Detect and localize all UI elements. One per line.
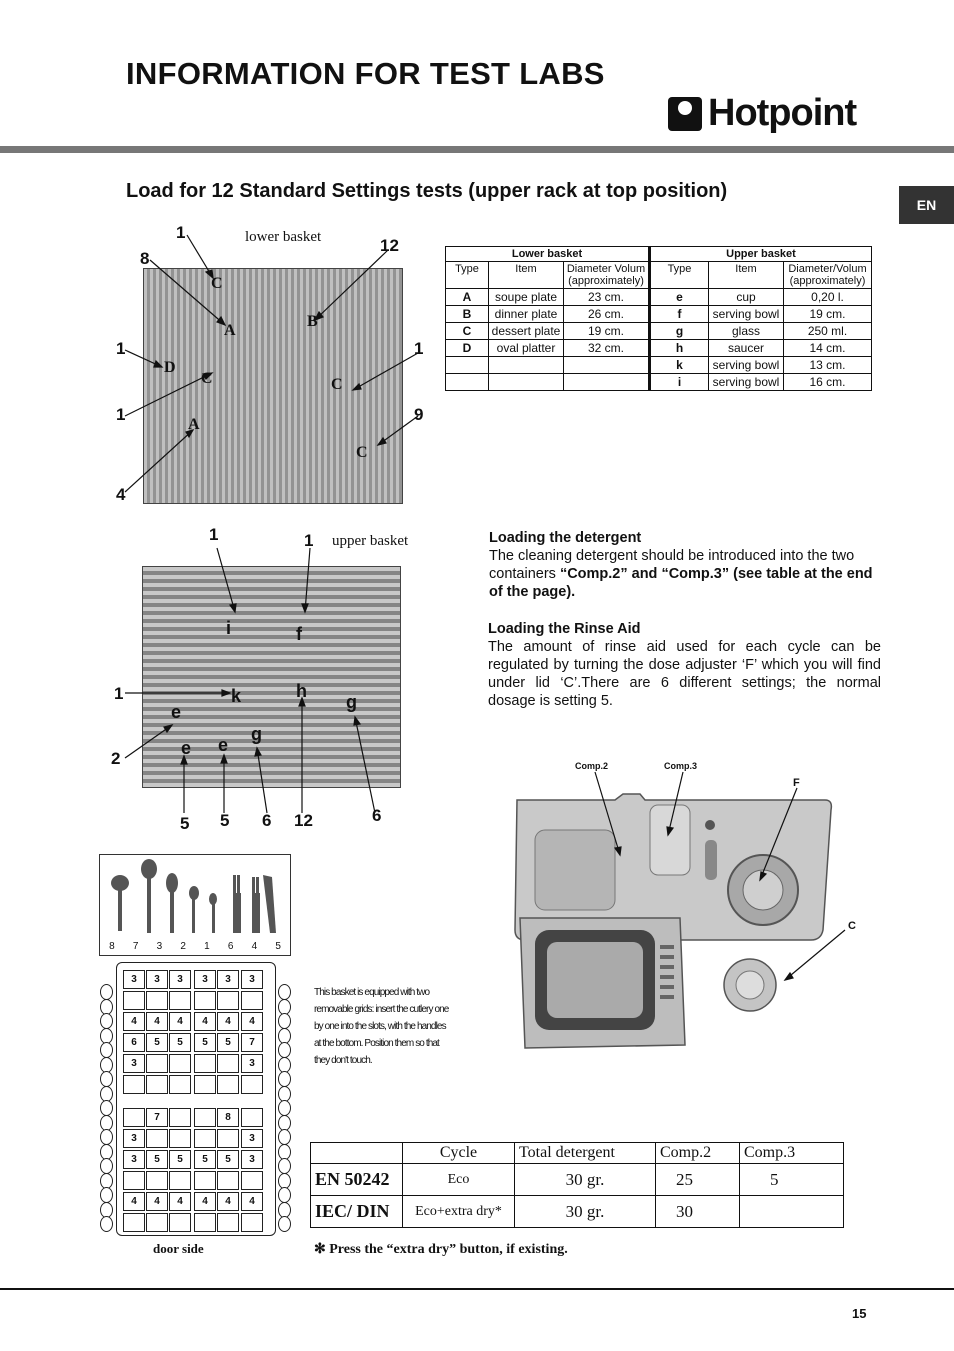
basket-slot <box>169 1075 191 1094</box>
table-cell: f <box>650 306 709 323</box>
comp3-label: Comp.3 <box>664 761 698 771</box>
basket-slot <box>169 1108 191 1127</box>
upper-photo-letter-g1: g <box>346 692 357 712</box>
section-title: Load for 12 Standard Settings tests (upper rack at top position) <box>126 180 728 202</box>
load-table-group-lower: Lower basket <box>446 247 650 262</box>
load-table-header-item-2: Item <box>709 262 784 289</box>
upper-top-number-1: 1 <box>209 525 219 544</box>
basket-slot: 4 <box>194 1012 216 1031</box>
basket-side-ring <box>100 1100 113 1116</box>
basket-side-ring <box>100 1013 113 1029</box>
table-row <box>446 306 872 323</box>
upper-bottom-number-4: 12 <box>294 811 313 830</box>
lower-basket-arrows <box>100 220 430 510</box>
basket-slot: 4 <box>146 1012 168 1031</box>
basket-slot <box>146 1213 168 1232</box>
basket-slot: 3 <box>146 970 168 989</box>
basket-slot <box>217 1171 239 1190</box>
table-cell: e <box>650 289 709 306</box>
upper-photo-letter-e2: e <box>181 738 192 758</box>
cutlery-number: 3 <box>156 941 163 952</box>
basket-slot <box>169 1129 191 1148</box>
cutlery-number: 5 <box>275 941 281 952</box>
basket-slot <box>241 1075 263 1094</box>
upper-photo-letter-e3: e <box>218 735 229 755</box>
basket-slot: 8 <box>217 1108 239 1127</box>
table-cell: Eco <box>403 1164 515 1196</box>
basket-side-ring <box>278 1216 291 1232</box>
load-table-group-upper: Upper basket <box>650 247 872 262</box>
basket-slot: 4 <box>194 1192 216 1211</box>
lower-top-number-1: 1 <box>176 223 186 242</box>
table-cell <box>564 374 650 391</box>
lower-photo-letter-c1: C <box>211 275 223 292</box>
brand-logo <box>668 92 856 135</box>
table-row <box>446 323 872 340</box>
table-cell: 19 cm. <box>564 323 650 340</box>
table-cell: Eco+extra dry* <box>403 1196 515 1228</box>
dispenser-illustration <box>505 770 850 1060</box>
load-table-header-item: Item <box>489 262 564 289</box>
basket-slot: 3 <box>169 970 191 989</box>
basket-slot: 5 <box>194 1033 216 1052</box>
lower-left-number-2: 1 <box>116 339 126 358</box>
lower-top-number-2: 12 <box>380 236 399 255</box>
detergent-section <box>489 529 879 601</box>
lower-basket-caption: lower basket <box>245 229 322 245</box>
basket-note: This basket is equipped with two removable grids: insert the cutlery one by one into the slots, with the handles at the bottom. Position them so that they don't touch. <box>314 987 449 1066</box>
basket-slot: 4 <box>123 1192 145 1211</box>
basket-slot <box>146 1054 168 1073</box>
table-cell <box>740 1196 844 1228</box>
basket-slot <box>146 1129 168 1148</box>
table-cell: serving bowl <box>709 374 784 391</box>
comp2-label: Comp.2 <box>575 761 609 771</box>
basket-slot <box>194 1129 216 1148</box>
table-cell: soupe plate <box>489 289 564 306</box>
basket-slot: 4 <box>169 1192 191 1211</box>
basket-side-ring <box>100 1158 113 1174</box>
cutlery-number: 1 <box>204 941 210 952</box>
basket-slot: 5 <box>146 1150 168 1169</box>
footnote: ✻ Press the “extra dry” button, if existing. <box>314 1242 568 1257</box>
upper-photo-letter-i: i <box>226 618 232 638</box>
basket-slot <box>241 1213 263 1232</box>
table-cell: dessert plate <box>489 323 564 340</box>
table-cell: C <box>446 323 489 340</box>
table-cell: 32 cm. <box>564 340 650 357</box>
basket-slot <box>146 1075 168 1094</box>
basket-side-ring <box>100 1129 113 1145</box>
basket-slot <box>241 991 263 1010</box>
upper-left-number-1: 1 <box>114 684 124 703</box>
lower-right-number-2: 9 <box>414 405 424 424</box>
basket-slot: 7 <box>241 1033 263 1052</box>
table-cell: D <box>446 340 489 357</box>
table-cell: serving bowl <box>709 306 784 323</box>
basket-slot: 6 <box>123 1033 145 1052</box>
table-cell: 25 <box>656 1164 740 1196</box>
table-cell <box>489 357 564 374</box>
cutlery-number: 8 <box>109 941 115 952</box>
basket-slot <box>169 1054 191 1073</box>
basket-slot: 5 <box>169 1033 191 1052</box>
load-table <box>445 246 872 391</box>
basket-side-ring <box>100 1216 113 1232</box>
basket-slot <box>217 1129 239 1148</box>
detergent-title: Loading the detergent <box>489 530 642 546</box>
basket-slot: 4 <box>217 1012 239 1031</box>
upper-bottom-number-2: 5 <box>220 811 230 830</box>
lower-photo-letter-c3: C <box>331 376 343 393</box>
basket-slot <box>169 1213 191 1232</box>
basket-slot: 3 <box>123 1054 145 1073</box>
rinse-aid-title: Loading the Rinse Aid <box>488 621 641 637</box>
cutlery-number: 7 <box>132 941 139 952</box>
lower-photo-letter-a1: A <box>224 322 236 339</box>
basket-side-ring <box>100 1071 113 1087</box>
basket-slot: 3 <box>241 1150 263 1169</box>
basket-side-ring <box>100 984 113 1000</box>
table-cell: B <box>446 306 489 323</box>
basket-side-ring <box>100 1187 113 1203</box>
cutlery-legend <box>99 854 291 956</box>
upper-photo-letter-k: k <box>231 686 242 706</box>
basket-slot <box>241 1108 263 1127</box>
load-table-header-type: Type <box>446 262 489 289</box>
upper-basket-arrows <box>100 530 400 830</box>
basket-slot <box>194 991 216 1010</box>
table-cell: A <box>446 289 489 306</box>
table-cell: oval platter <box>489 340 564 357</box>
table-cell: 5 <box>740 1164 844 1196</box>
detergent-body-bold: “Comp.2” and “Comp.3” (see table at the end of the page). <box>489 566 873 600</box>
basket-side-ring <box>278 1187 291 1203</box>
table-cell: h <box>650 340 709 357</box>
hotpoint-logo-icon <box>668 97 702 131</box>
basket-slot <box>123 1075 145 1094</box>
upper-photo-letter-f: f <box>296 624 302 644</box>
det-table-header <box>311 1143 403 1164</box>
lower-photo-letter-b: B <box>307 313 318 330</box>
basket-slot <box>241 1171 263 1190</box>
basket-slot <box>217 1075 239 1094</box>
table-cell: i <box>650 374 709 391</box>
det-table-header: Comp.2 <box>656 1143 740 1164</box>
lower-left-number-1: 8 <box>140 249 150 268</box>
basket-slot: 4 <box>241 1192 263 1211</box>
table-cell: glass <box>709 323 784 340</box>
lower-photo-letter-c2: C <box>201 370 213 387</box>
table-row <box>311 1164 844 1196</box>
table-cell: 250 ml. <box>784 323 872 340</box>
basket-side-ring <box>278 984 291 1000</box>
basket-slot <box>146 991 168 1010</box>
basket-slot <box>194 1171 216 1190</box>
basket-slot: 5 <box>217 1150 239 1169</box>
table-cell: 23 cm. <box>564 289 650 306</box>
basket-side-ring <box>278 1158 291 1174</box>
cutlery-number: 6 <box>227 941 234 952</box>
basket-slot: 3 <box>123 1150 145 1169</box>
table-cell: 26 cm. <box>564 306 650 323</box>
c-label: C <box>848 920 856 932</box>
table-row <box>311 1196 844 1228</box>
page-number: 15 <box>852 1306 867 1321</box>
table-cell: IEC/ DIN <box>311 1196 403 1228</box>
load-table-header-diameter-2: Diameter/Volum (approximately) <box>784 262 872 289</box>
detergent-table <box>310 1142 844 1228</box>
cutlery-number: 2 <box>180 941 186 952</box>
upper-photo-letter-e1: e <box>171 702 182 722</box>
upper-bottom-number-1: 5 <box>180 814 190 833</box>
basket-slot: 4 <box>123 1012 145 1031</box>
table-cell: 30 <box>656 1196 740 1228</box>
table-cell: saucer <box>709 340 784 357</box>
load-table-header-diameter: Diameter Volum (approximately) <box>564 262 650 289</box>
language-tab: EN <box>899 186 954 224</box>
basket-slot <box>123 1213 145 1232</box>
table-cell: dinner plate <box>489 306 564 323</box>
upper-basket-caption: upper basket <box>332 533 409 549</box>
basket-slot <box>123 1108 145 1127</box>
table-cell: 30 gr. <box>515 1164 656 1196</box>
upper-bottom-number-3: 6 <box>262 811 272 830</box>
cutlery-basket-grid <box>98 962 292 1240</box>
upper-photo-letter-h: h <box>296 681 307 701</box>
table-row <box>446 357 872 374</box>
footer-divider <box>0 1288 954 1290</box>
lower-photo-letter-a2: A <box>188 416 200 433</box>
basket-side-ring <box>100 1042 113 1058</box>
basket-slot: 3 <box>123 970 145 989</box>
brand-name: Hotpoint <box>708 92 857 134</box>
basket-slot <box>217 991 239 1010</box>
table-cell: k <box>650 357 709 374</box>
basket-slot: 3 <box>241 1129 263 1148</box>
basket-slot: 4 <box>217 1192 239 1211</box>
rinse-aid-body: The amount of rinse aid used for each cycle can be regulated by turning the dose adjuster ‘F’ which you will find under lid ‘C’.There are 6 different settings; the normal dosage is setting 5. <box>488 639 881 709</box>
basket-slot: 5 <box>146 1033 168 1052</box>
table-cell: 19 cm. <box>784 306 872 323</box>
basket-slot: 5 <box>169 1150 191 1169</box>
table-row <box>446 374 872 391</box>
load-table-header-type-2: Type <box>650 262 709 289</box>
basket-slot: 3 <box>123 1129 145 1148</box>
basket-slot <box>146 1171 168 1190</box>
basket-slot <box>194 1075 216 1094</box>
basket-slot <box>123 991 145 1010</box>
basket-slot <box>169 991 191 1010</box>
basket-slot: 3 <box>194 970 216 989</box>
lower-left-number-3: 1 <box>116 405 126 424</box>
upper-top-number-2: 1 <box>304 531 314 550</box>
basket-slot <box>169 1171 191 1190</box>
basket-slot: 7 <box>146 1108 168 1127</box>
basket-side-ring <box>278 1100 291 1116</box>
basket-slot: 3 <box>241 1054 263 1073</box>
f-label: F <box>793 777 800 789</box>
table-cell <box>446 357 489 374</box>
cutlery-number: 4 <box>251 941 258 952</box>
basket-slot: 4 <box>146 1192 168 1211</box>
table-cell: EN 50242 <box>311 1164 403 1196</box>
table-row <box>446 289 872 306</box>
table-cell: 0,20 l. <box>784 289 872 306</box>
lower-right-number-1: 1 <box>414 339 424 358</box>
detergent-body: The cleaning detergent should be introduced into the two containers <box>489 548 855 582</box>
basket-side-ring <box>278 1013 291 1029</box>
upper-photo-letter-g2: g <box>251 724 262 744</box>
basket-side-ring <box>278 1129 291 1145</box>
basket-slot: 4 <box>241 1012 263 1031</box>
table-cell: g <box>650 323 709 340</box>
upper-left-number-2: 2 <box>111 749 121 768</box>
basket-slot <box>194 1213 216 1232</box>
cutlery-numbers <box>100 941 290 952</box>
basket-side-ring <box>278 1042 291 1058</box>
basket-slot: 3 <box>241 970 263 989</box>
det-table-header: Cycle <box>403 1143 515 1164</box>
table-cell: 13 cm. <box>784 357 872 374</box>
table-cell: serving bowl <box>709 357 784 374</box>
table-cell: 14 cm. <box>784 340 872 357</box>
basket-slot <box>217 1213 239 1232</box>
basket-slot <box>194 1054 216 1073</box>
basket-slot: 5 <box>194 1150 216 1169</box>
det-table-header: Comp.3 <box>740 1143 844 1164</box>
basket-side-ring <box>278 1071 291 1087</box>
page-title: INFORMATION FOR TEST LABS <box>126 56 605 91</box>
door-side-label: door side <box>153 1241 204 1256</box>
lower-photo-letter-d: D <box>164 359 176 376</box>
basket-slot: 5 <box>217 1033 239 1052</box>
cutlery-icons <box>100 855 290 939</box>
basket-slot: 4 <box>169 1012 191 1031</box>
table-cell <box>489 374 564 391</box>
basket-slot <box>123 1171 145 1190</box>
det-table-header: Total detergent <box>515 1143 656 1164</box>
table-cell: cup <box>709 289 784 306</box>
table-cell <box>564 357 650 374</box>
table-cell: 30 gr. <box>515 1196 656 1228</box>
table-cell <box>446 374 489 391</box>
lower-left-number-4: 4 <box>116 485 126 504</box>
upper-bottom-number-5: 6 <box>372 806 382 825</box>
lower-photo-letter-c4: C <box>356 444 368 461</box>
basket-slot <box>217 1054 239 1073</box>
header-divider <box>0 146 954 153</box>
basket-slot <box>194 1108 216 1127</box>
rinse-aid-section <box>488 620 881 710</box>
table-cell: 16 cm. <box>784 374 872 391</box>
table-row <box>446 340 872 357</box>
basket-slot: 3 <box>217 970 239 989</box>
